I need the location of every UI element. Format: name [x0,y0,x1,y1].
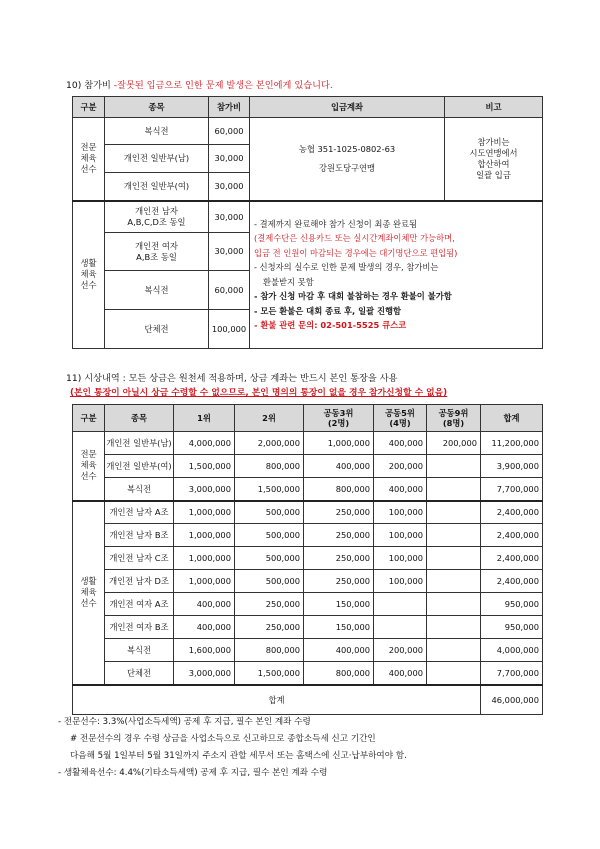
prize-row [73,593,543,616]
prize-amount: 500,000 [235,547,304,570]
prize-total: 4,000,000 [481,639,543,662]
fee-row-pro-doubles [73,118,543,145]
prize-row [73,662,543,685]
note-life-tax: - 생활체육선수: 4.4%(기타소득세액) 공제 후 지급, 필수 본인 계좌 수령 [58,768,328,778]
prize-amount: 200,000 [374,455,427,478]
desc-line: - 결제까지 완료해야 참가 신청이 최종 완료됨 [254,218,418,229]
prize-amount: 250,000 [235,616,304,639]
prize-amount: 250,000 [304,501,374,524]
prize-row [73,547,543,570]
prize-amount: 1,500,000 [235,662,304,685]
prize-table-header [73,405,543,432]
prize-event: 개인전 남자 A조 [105,501,174,524]
prize-header-2nd: 2위 [235,405,304,432]
prize-event: 복식전 [105,478,174,501]
prize-header-total: 합계 [481,405,543,432]
prize-amount [427,547,481,570]
prize-row [73,570,543,593]
prize-group: 생활 체육 선수 [73,501,105,685]
prize-header-5th: 공동5위 (4명) [374,405,427,432]
note-pro-tax: - 전문선수: 3.3%(사업소득세액) 공제 후 지급, 필수 본인 계좌 수령 [58,717,311,727]
prize-total: 950,000 [481,593,543,616]
desc-line-no-refund: - 참가 신청 마감 후 대회 불참하는 경우 환불이 불가함 [254,291,452,302]
prize-event: 개인전 남자 C조 [105,547,174,570]
prize-amount: 1,600,000 [174,639,235,662]
prize-amount: 3,000,000 [174,662,235,685]
prize-row [73,432,543,455]
prize-amount: 1,000,000 [174,524,235,547]
prize-amount: 1,000,000 [174,547,235,570]
prize-amount: 200,000 [427,432,481,455]
prize-table-body [73,432,543,715]
prize-amount [427,570,481,593]
prize-header-3rd: 공동3위 (2명) [304,405,374,432]
prize-amount [427,593,481,616]
prize-row [73,478,543,501]
section10-title-prefix: 10) 참가비 [66,80,114,91]
prize-amount: 400,000 [374,662,427,685]
prize-total: 2,400,000 [481,570,543,593]
prize-amount [427,501,481,524]
fee-amount: 30,000 [209,173,250,201]
prize-amount: 4,000,000 [174,432,235,455]
prize-amount [427,616,481,639]
fee-group-life: 생활 체육 선수 [73,201,105,349]
prize-amount [427,639,481,662]
desc-line: 환불받지 못함 [263,276,314,287]
fee-event: 단체전 [105,310,209,349]
prize-amount: 500,000 [235,501,304,524]
desc-line-waitlist: 입금 전 인원이 마감되는 경우에는 대기명단으로 편입됨) [254,247,458,258]
prize-amount: 2,000,000 [235,432,304,455]
prize-total: 2,400,000 [481,524,543,547]
prize-amount: 800,000 [235,639,304,662]
desc-line: - 신청자의 실수로 인한 문제 발생의 경우, 참가비는 [254,262,439,273]
fee-group-pro: 전문 체육 선수 [73,118,105,201]
fee-refund-description [250,201,543,349]
prize-amount: 1,000,000 [174,501,235,524]
prize-amount: 500,000 [235,524,304,547]
prize-amount [427,455,481,478]
prize-amount: 3,000,000 [174,478,235,501]
fee-amount: 30,000 [209,145,250,173]
prize-header-9th: 공동9위 (8명) [427,405,481,432]
desc-line-payment: (결제수단은 신용카드 또는 실시간계좌이체만 가능하며, [254,233,455,244]
prize-amount: 100,000 [374,501,427,524]
fee-header-account: 입금계좌 [250,97,445,118]
prize-amount: 250,000 [304,570,374,593]
prize-amount [374,616,427,639]
fee-amount: 60,000 [209,271,250,310]
prize-amount: 250,000 [304,524,374,547]
prize-event: 개인전 여자 A조 [105,593,174,616]
prize-event: 복식전 [105,639,174,662]
fee-event: 개인전 일반부(여) [105,173,209,201]
prize-event: 개인전 여자 B조 [105,616,174,639]
prize-amount: 800,000 [304,478,374,501]
note-pro-filing: # 전문선수의 경우 수령 상금을 사업소득으로 신고하므로 종합소득세 신고 기간인 [70,734,376,744]
fee-account-holder: 강원도당구연맹 [318,162,376,173]
prize-amount: 1,000,000 [174,570,235,593]
prize-header-1st: 1위 [174,405,235,432]
prize-amount [427,662,481,685]
prize-sum-row [73,685,543,715]
prize-amount: 500,000 [235,570,304,593]
fee-row-life-men [73,201,543,233]
prize-amount [427,524,481,547]
fee-amount: 30,000 [209,201,250,233]
prize-amount: 100,000 [374,524,427,547]
prize-amount: 400,000 [304,455,374,478]
fee-header-fee: 참가비 [209,97,250,118]
prize-amount: 400,000 [304,639,374,662]
prize-event: 개인전 일반부(여) [105,455,174,478]
prize-amount: 1,500,000 [235,478,304,501]
prize-amount [374,593,427,616]
prize-row [73,524,543,547]
fee-event: 복식전 [105,271,209,310]
prize-event: 단체전 [105,662,174,685]
fee-account-number: 농협 351-1025-0802-63 [298,144,396,155]
prize-row [73,616,543,639]
prize-sum-total: 46,000,000 [481,685,543,715]
prize-amount: 150,000 [304,616,374,639]
note-pro-filing-period: 다음해 5월 1일부터 5월 31일까지 주소지 관할 세무서 또는 홈택스에 신고·납부하여야 함. [70,751,407,761]
prize-amount: 250,000 [235,593,304,616]
fee-header-event: 종목 [105,97,209,118]
prize-total: 950,000 [481,616,543,639]
fee-event: 개인전 남자 A,B,C,D조 동일 [105,201,209,233]
prize-header-group: 구분 [73,405,105,432]
fee-account-pro [250,118,445,201]
prize-total: 11,200,000 [481,432,543,455]
prize-amount: 1,500,000 [174,455,235,478]
prize-total: 2,400,000 [481,501,543,524]
desc-line-refund-timing: - 모든 환불은 대회 종료 후, 일괄 진행함 [254,305,402,316]
fee-event: 개인전 일반부(남) [105,145,209,173]
fee-table [72,96,543,349]
prize-amount: 250,000 [304,547,374,570]
prize-amount: 200,000 [374,639,427,662]
prize-amount: 400,000 [174,593,235,616]
section10-warning: -잘못된 입금으로 인한 문제 발생은 본인에게 있습니다. [113,80,333,91]
fee-amount: 60,000 [209,118,250,145]
prize-total: 3,900,000 [481,455,543,478]
prize-total: 7,700,000 [481,662,543,685]
fee-amount: 30,000 [209,233,250,271]
prize-amount: 150,000 [304,593,374,616]
prize-event: 개인전 일반부(남) [105,432,174,455]
prize-event: 개인전 남자 D조 [105,570,174,593]
section11-title: 11) 시상내역 : 모든 상금은 원천세 적용하며, 상금 계좌는 반드시 본인 통장을 사용 [66,373,398,384]
prize-amount: 800,000 [304,662,374,685]
prize-row [73,455,543,478]
fee-amount: 100,000 [209,310,250,349]
prize-amount: 400,000 [374,478,427,501]
prize-row [73,501,543,524]
fee-event: 개인전 여자 A,B조 동일 [105,233,209,271]
prize-amount: 100,000 [374,547,427,570]
prize-table [72,404,543,715]
fee-header-note: 비고 [445,97,543,118]
section10-title [66,77,333,91]
prize-amount: 800,000 [235,455,304,478]
fee-header-group: 구분 [73,97,105,118]
section11-warning: (본인 통장이 아닐시 상금 수령할 수 없으므로, 본인 명의의 통장이 없을 경우 참가신청할 수 없음) [70,388,448,398]
desc-line-contact: - 환불 관련 문의: 02-501-5525 큐스코 [254,320,407,331]
prize-group: 전문 체육 선수 [73,432,105,501]
prize-amount: 400,000 [174,616,235,639]
prize-amount: 400,000 [374,432,427,455]
fee-event: 복식전 [105,118,209,145]
prize-amount [427,478,481,501]
prize-row [73,639,543,662]
prize-total: 2,400,000 [481,547,543,570]
prize-header-event: 종목 [105,405,174,432]
prize-event: 개인전 남자 B조 [105,524,174,547]
prize-total: 7,700,000 [481,478,543,501]
prize-amount: 100,000 [374,570,427,593]
prize-sum-label: 합계 [73,685,481,715]
prize-amount: 1,000,000 [304,432,374,455]
fee-table-header [73,97,543,118]
fee-note-pro: 참가비는 시도연맹에서 합산하여 일괄 입금 [445,118,543,201]
